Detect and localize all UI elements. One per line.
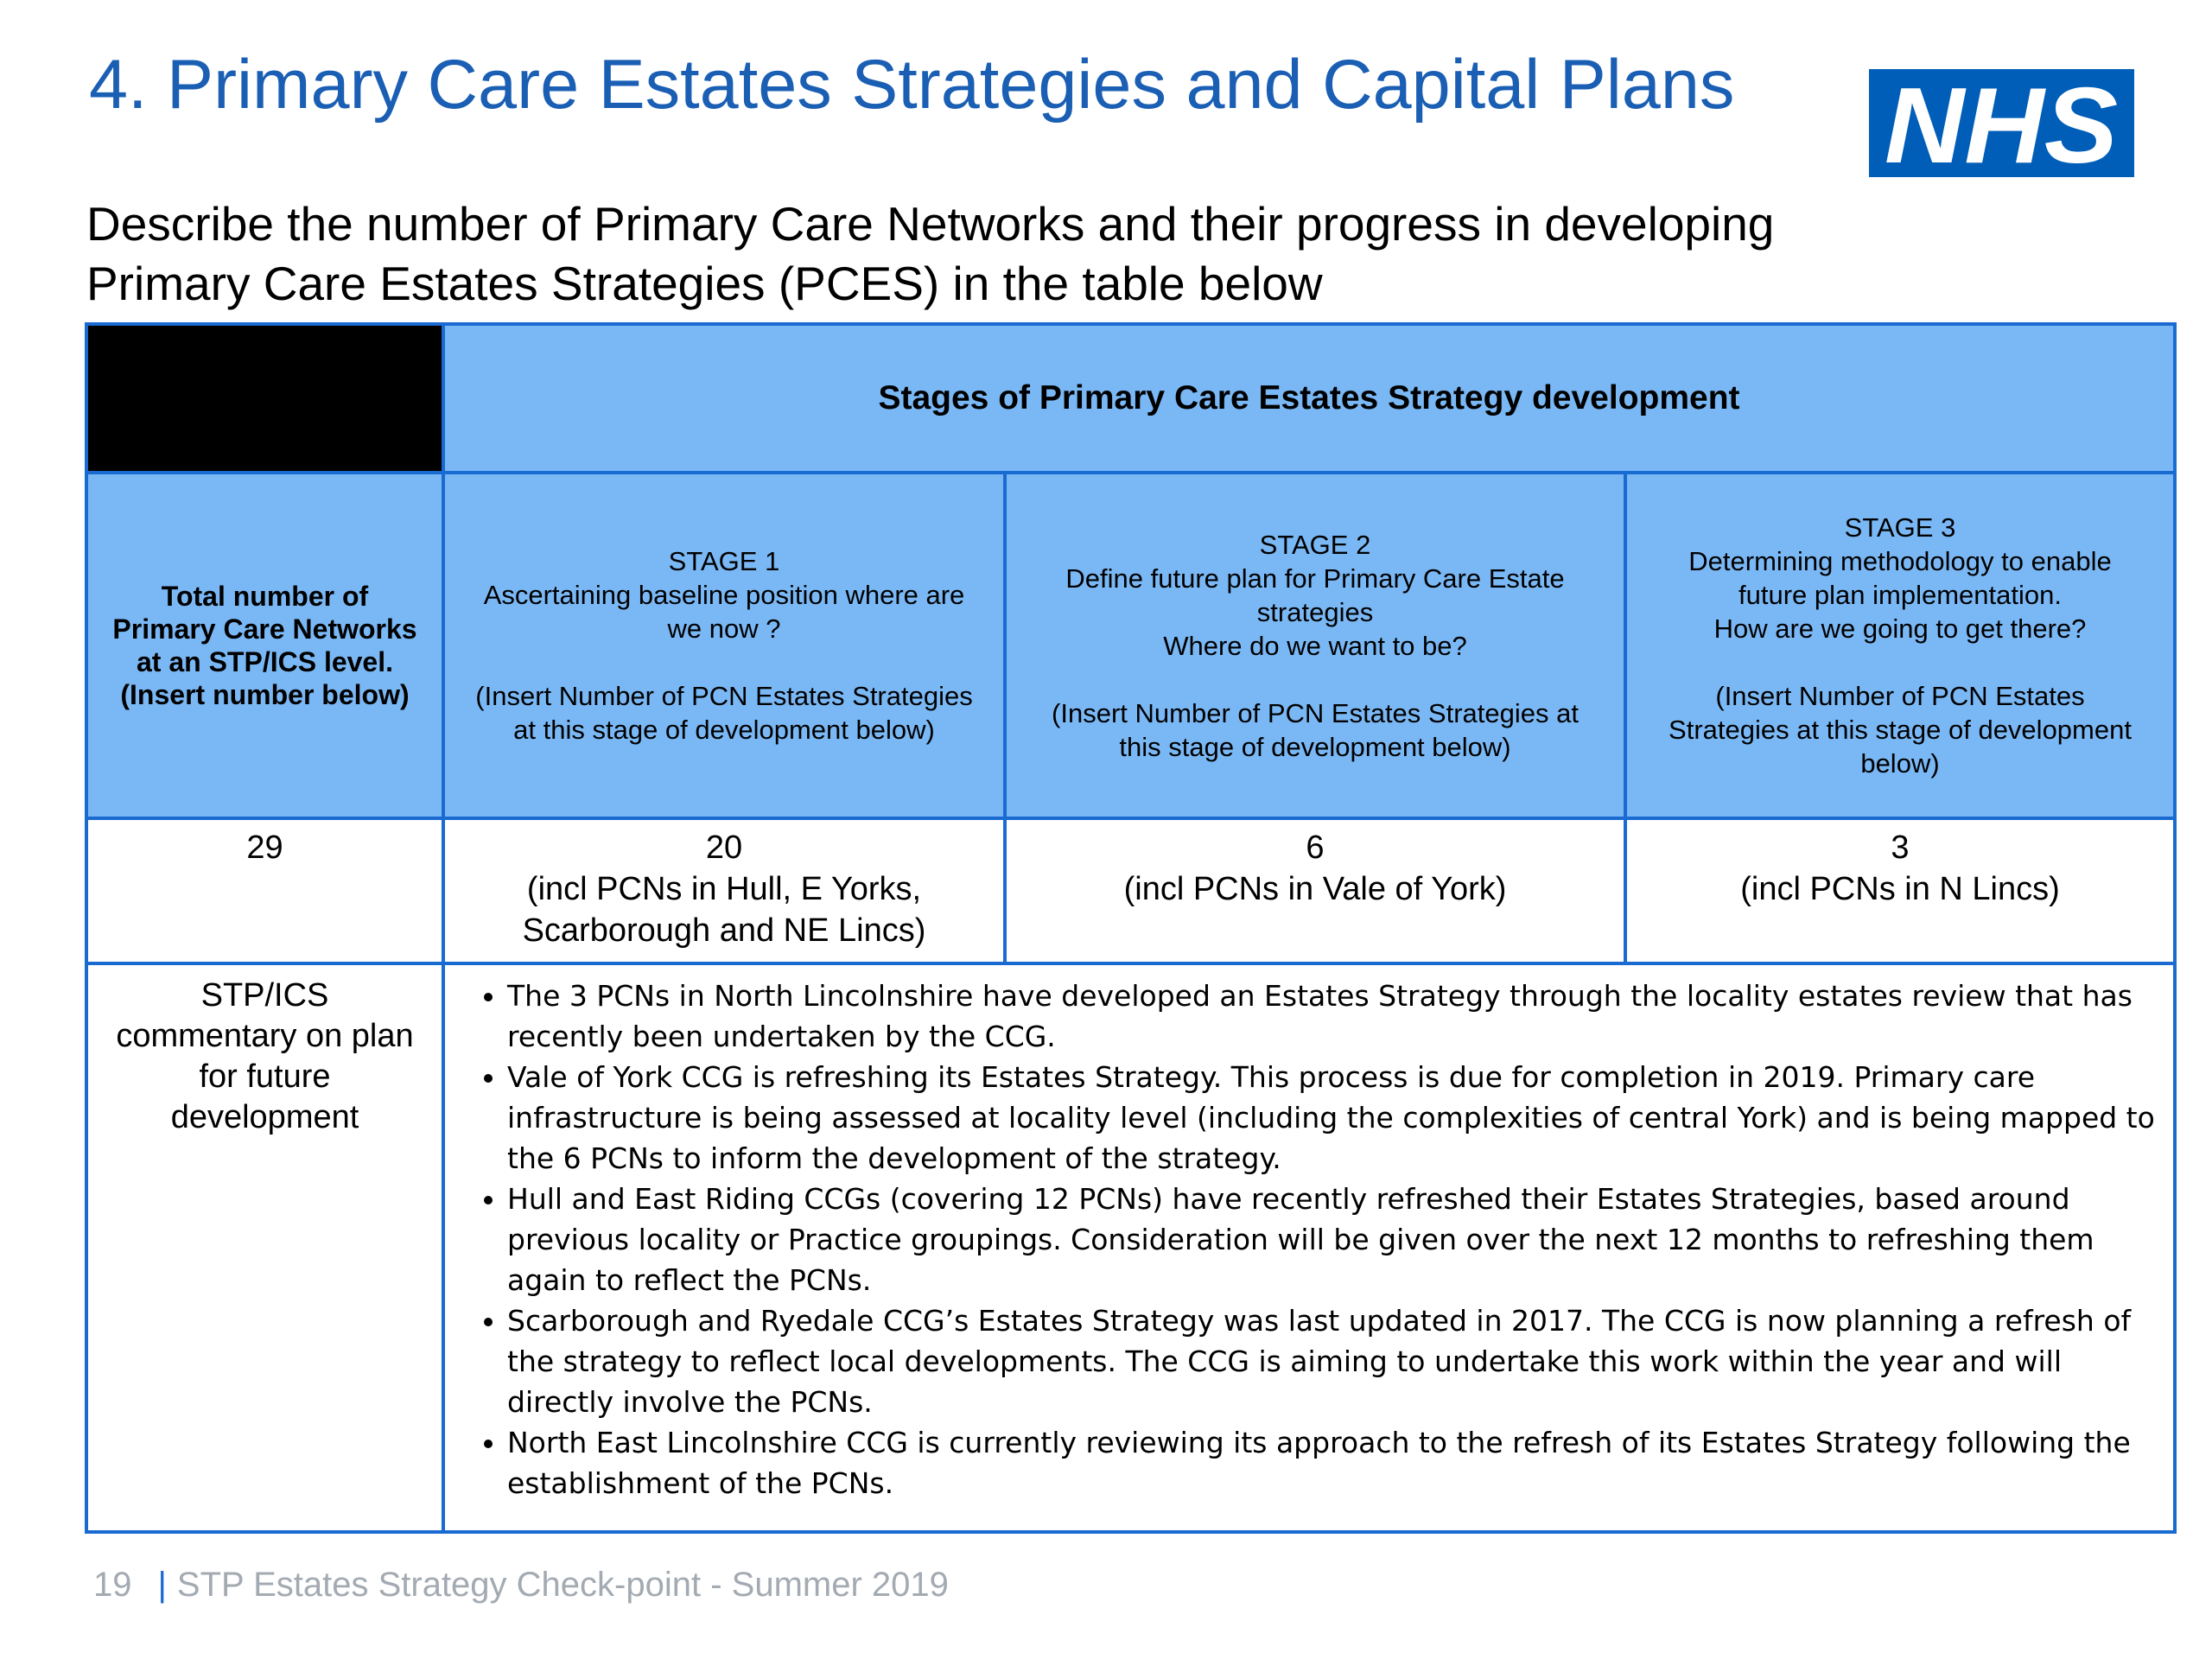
commentary-cell <box>443 963 2175 1532</box>
commentary-item: • The 3 PCNs in North Lincolnshire have developed an Estates Strategy through the locality estates review that has recently been undertaken by the CCG. <box>507 976 2156 1057</box>
commentary-item: • Hull and East Riding CCGs (covering 12 PCNs) have recently refreshed their Estates Strategies, based around previous locality or Practice groupings. Consideration will be given over the next 12 months to refreshing them again to reflect the PCNs. <box>507 1179 2156 1300</box>
stage-3-value: 3 (incl PCNs in N Lincs) <box>1625 818 2175 963</box>
total-pcn-value: 29 <box>86 818 443 963</box>
header-corner-cell <box>86 324 443 473</box>
stage-1-header: STAGE 1 Ascertaining baseline position where are we now ? (Insert Number of PCN Estates Strategies at this stage of development below) <box>443 473 1005 818</box>
footer <box>93 1566 949 1605</box>
commentary-item: • Vale of York CCG is refreshing its Estates Strategy. This process is due for completion in 2019. Primary care infrastructure is being assessed at locality level (including the complexities of central York) and is being mapped to the 6 PCNs to inform the development of the strategy. <box>507 1057 2156 1179</box>
intro-text: Describe the number of Primary Care Networks and their progress in developing Primary Care Estates Strategies (PCES) in the table below <box>86 197 1775 310</box>
stage-3-header: STAGE 3 Determining methodology to enable future plan implementation. How are we going to get there? (Insert Number of PCN Estates Strategies at this stage of development below) <box>1625 473 2175 818</box>
stage-1-value: 20 (incl PCNs in Hull, E Yorks, Scarborough and NE Lincs) <box>443 818 1005 963</box>
stages-header: Stages of Primary Care Estates Strategy development <box>443 324 2175 473</box>
footer-separator: | <box>157 1566 167 1604</box>
nhs-logo <box>1869 69 2134 177</box>
estates-strategy-table <box>85 322 2177 1534</box>
commentary-list <box>445 976 2156 1503</box>
nhs-logo-text: NHS <box>1885 69 2118 177</box>
stage-2-value: 6 (incl PCNs in Vale of York) <box>1005 818 1625 963</box>
stage-2-header: STAGE 2 Define future plan for Primary Care Estate strategies Where do we want to be? (Insert Number of PCN Estates Strategies at this stage of development below) <box>1005 473 1625 818</box>
commentary-item: • North East Lincolnshire CCG is currently reviewing its approach to the refresh of its Estates Strategy following the establishment of the PCNs. <box>507 1422 2156 1503</box>
commentary-label: STP/ICS commentary on plan for future development <box>86 963 443 1532</box>
footer-text: STP Estates Strategy Check-point - Summer 2019 <box>176 1566 949 1604</box>
total-pcn-header: Total number of Primary Care Networks at an STP/ICS level. (Insert number below) <box>86 473 443 818</box>
page-title: 4. Primary Care Estates Strategies and Capital Plans <box>89 46 1735 124</box>
commentary-item: • Scarborough and Ryedale CCG’s Estates Strategy was last updated in 2017. The CCG is now planning a refresh of the strategy to reflect local developments. The CCG is aiming to undertake this work within the year and will directly involve the PCNs. <box>507 1300 2156 1422</box>
page-number: 19 <box>93 1566 132 1604</box>
